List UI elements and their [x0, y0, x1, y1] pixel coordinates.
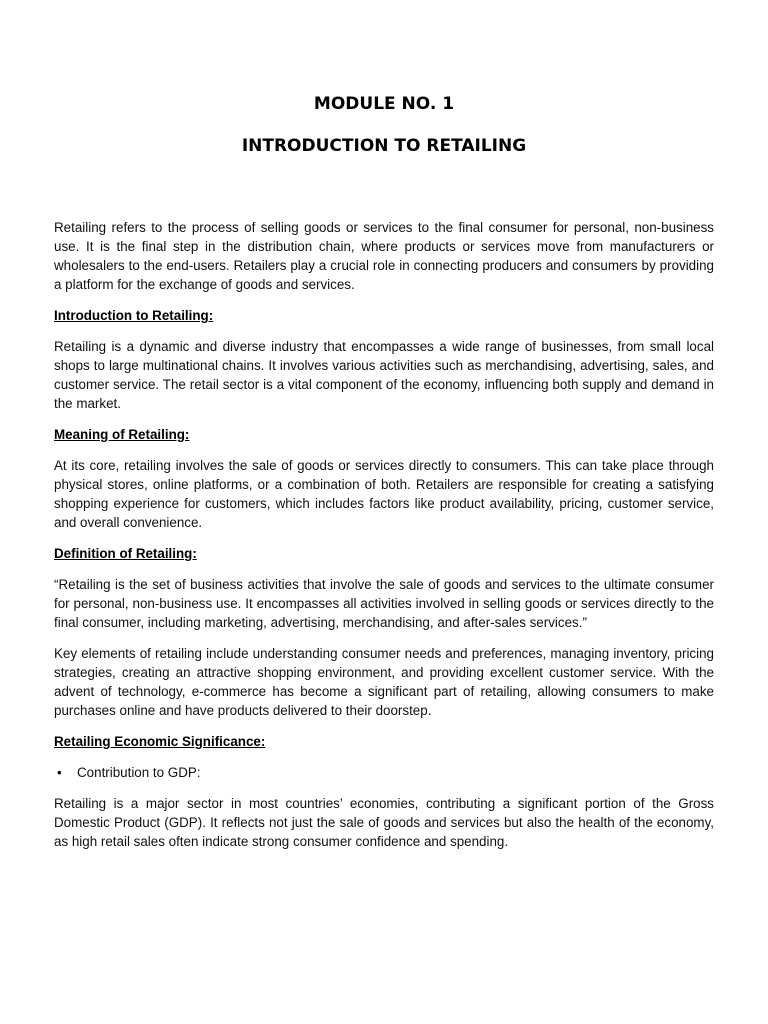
bullet-list	[54, 763, 714, 782]
heading-definition: Definition of Retailing:	[54, 546, 197, 561]
paragraph-introduction: Retailing is a dynamic and diverse industry that encompasses a wide range of businesses, from small local shops to large multinational chains. It involves various activities such as merchandising, advertising, sales, and customer service. The retail sector is a vital component of the economy, influencing both supply and demand in the market.	[54, 339, 714, 411]
paragraph-meaning: At its core, retailing involves the sale of goods or services directly to consumers. This can take place through physical stores, online platforms, or a combination of both. Retailers are responsible for creating a satisfying shopping experience for customers, which includes factors like product availability, pricing, customer service, and overall convenience.	[54, 458, 714, 530]
module-title: MODULE NO. 1	[313, 94, 455, 114]
page-title: INTRODUCTION TO RETAILING	[241, 136, 527, 156]
paragraph-definition-quote: “Retailing is the set of business activities that involve the sale of goods and services to the ultimate consumer for personal, non-business use. It encompasses all activities involved in selling goods or services directly to the final consumer, including marketing, advertising, merchandising, and after-sales services.”	[54, 577, 714, 630]
bullet-icon: •	[57, 765, 62, 780]
heading-introduction: Introduction to Retailing:	[54, 308, 214, 323]
heading-economic-significance: Retailing Economic Significance:	[54, 734, 266, 749]
paragraph-retailing-overview: Retailing refers to the process of selling goods or services to the final consumer for personal, non-business use. It is the final step in the distribution chain, where products or services move from manufacturers or wholesalers to the end-users. Retailers play a crucial role in connecting producers and consumers by providing a platform for the exchange of goods and services.	[54, 220, 714, 292]
document-body	[54, 218, 714, 863]
paragraph-gdp-contribution: Retailing is a major sector in most countries’ economies, contributing a significant portion of the Gross Domestic Product (GDP). It reflects not just the sale of goods and services but also the health of the economy, as high retail sales often indicate strong consumer confidence and spending.	[54, 796, 714, 849]
list-item-label: Contribution to GDP:	[77, 765, 201, 780]
heading-meaning: Meaning of Retailing:	[54, 427, 190, 442]
paragraph-key-elements: Key elements of retailing include understanding consumer needs and preferences, managing inventory, pricing strategies, creating an attractive shopping environment, and providing excellent customer service. With the advent of technology, e-commerce has become a significant part of retailing, allowing consumers to make purchases online and have products delivered to their doorstep.	[54, 646, 714, 718]
list-item	[54, 763, 714, 782]
